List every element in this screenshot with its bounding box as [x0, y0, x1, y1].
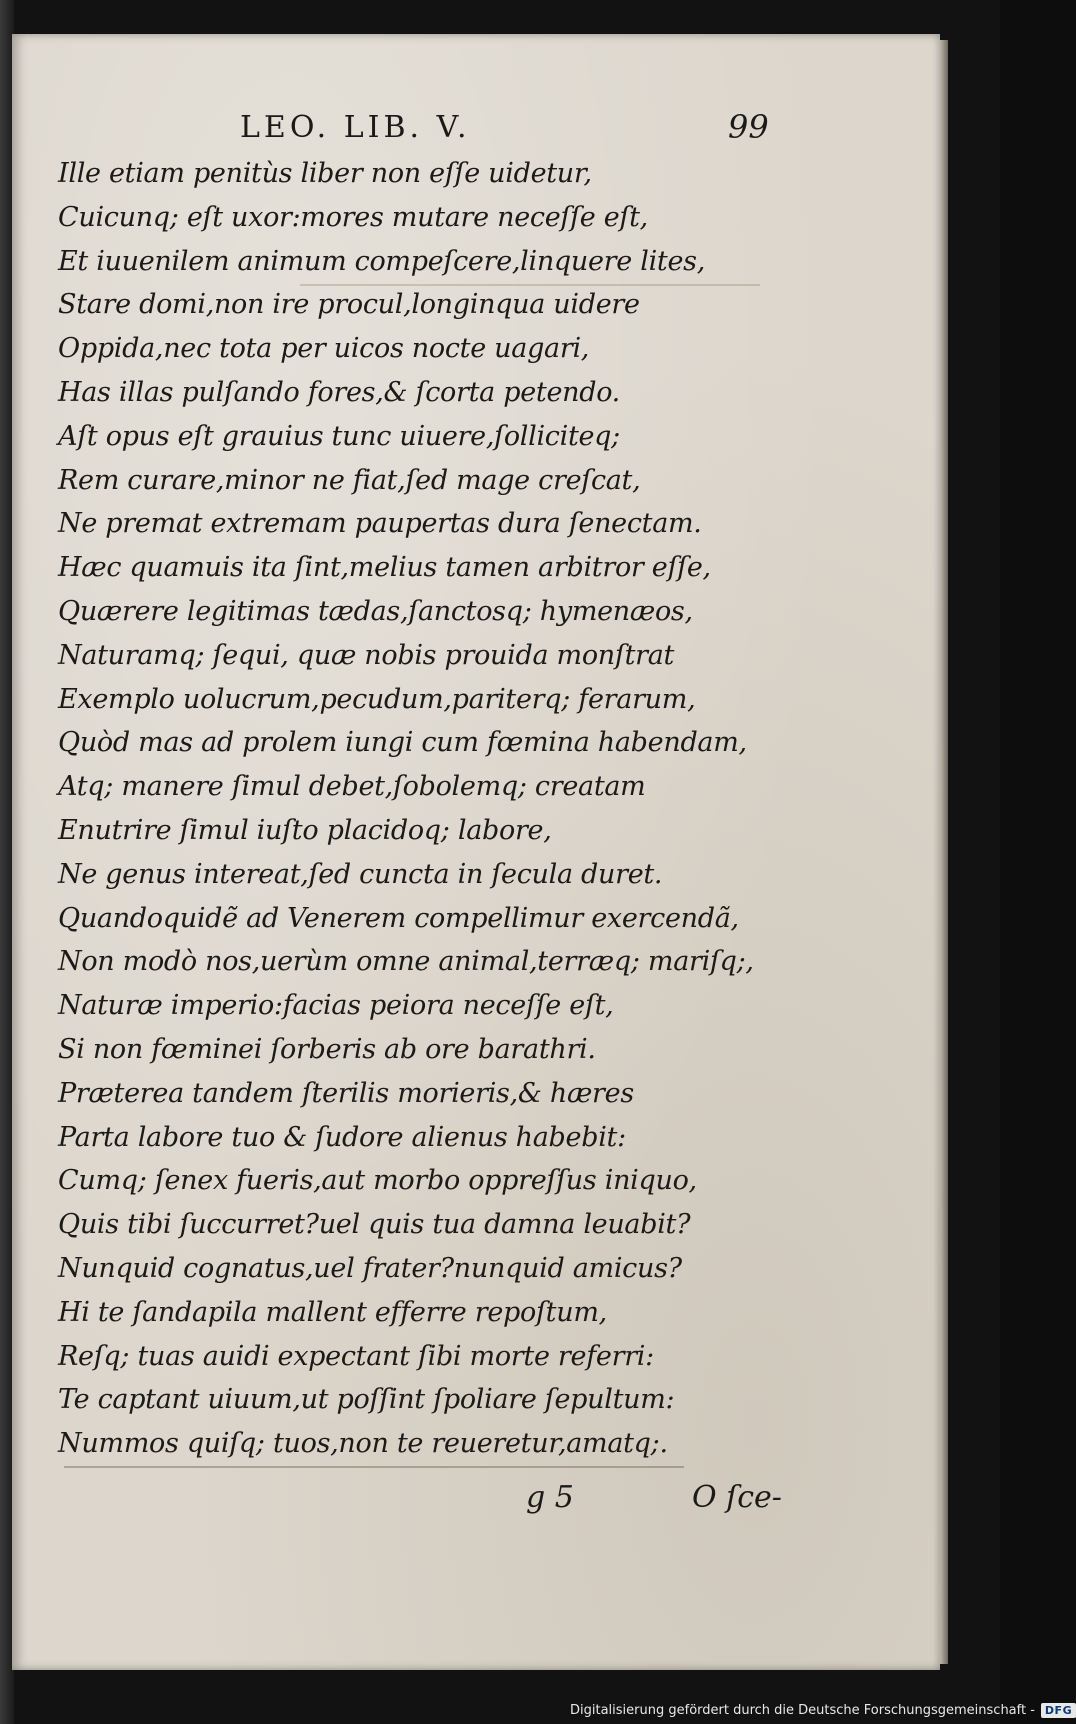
digitization-credit	[570, 1700, 1076, 1720]
verse-line: Oppida,nec tota per uicos nocte uagari,	[58, 333, 590, 365]
verse-line: Exemplo uolucrum,pecudum,pariterq; ferarum,	[58, 683, 696, 715]
verse-line: Quòd mas ad prolem iungi cum fœmina habendam,	[58, 727, 747, 759]
verse-line: Hi te ſandapila mallent efferre repoſtum,	[58, 1296, 607, 1328]
catchword: O ſce-	[692, 1480, 782, 1515]
verse-line: Naturamq; ſequi, quæ nobis prouida monſtrat	[58, 639, 675, 671]
verse-line: Nunquid cognatus,uel frater?nunquid amicus?	[58, 1252, 682, 1284]
page-number: 99	[728, 108, 769, 146]
verse-line: Si non fœminei ſorberis ab ore barathri.	[58, 1033, 596, 1065]
ink-underline-mark	[64, 1466, 684, 1468]
verse-line: Ne genus intereat,ſed cuncta in ſecula duret.	[58, 858, 663, 890]
verse-line: Cumq; ſenex fueris,aut morbo oppreſſus iniquo,	[58, 1165, 697, 1197]
verse-line: Præterea tandem ſterilis morieris,& hæres	[58, 1077, 634, 1109]
verse-line: Has illas pulſando fores,& ſcorta petendo.	[58, 376, 620, 408]
verse-line: Reſq; tuas auidi expectant ſibi morte referri:	[58, 1340, 654, 1372]
verse-line: Hæc quamuis ita ſint,melius tamen arbitror eſſe,	[58, 552, 711, 584]
verse-line: Non modò nos,uerùm omne animal,terræq; mariſq;,	[58, 946, 754, 978]
verse-line: Quandoquidẽ ad Venerem compellimur exercendã,	[58, 902, 739, 934]
verse-line: Enutrire ſimul iuſto placidoq; labore,	[58, 814, 552, 846]
verse-line: Parta labore tuo & ſudore alienus habebit:	[58, 1121, 626, 1153]
verse-line: Aſt opus eſt grauius tunc uiuere,ſolliciteq;	[58, 420, 620, 452]
verse-line: Ne premat extremam paupertas dura ſenectam.	[58, 508, 702, 540]
running-head: LEO. LIB. V.	[240, 110, 471, 145]
verse-line: Quis tibi ſuccurret?uel quis tua damna leuabit?	[58, 1209, 691, 1241]
verse-line: Stare domi,non ire procul,longinqua uidere	[58, 289, 640, 321]
page-edge-shadow	[940, 40, 948, 1664]
verse-line: Naturæ imperio:facias peiora neceſſe eſt,	[58, 990, 614, 1022]
credit-text: Digitalisierung gefördert durch die Deutsche Forschungsgemeinschaft -	[570, 1702, 1035, 1718]
verse-line: Et iuuenilem animum compeſcere,linquere lites,	[58, 245, 705, 277]
verse-line: Ille etiam penitùs liber non eſſe uidetur,	[58, 158, 592, 189]
signature-mark: g 5	[526, 1480, 574, 1515]
verse-line: Te captant uiuum,ut poſſint ſpoliare ſepultum:	[58, 1384, 675, 1416]
dfg-logo-icon: DFG	[1041, 1703, 1076, 1718]
verse-block	[58, 152, 818, 1466]
verse-line: Nummos quiſq; tuos,non te reueretur,amatq;.	[58, 1428, 668, 1460]
verse-line: Cuicunq; eſt uxor:mores mutare neceſſe eſt,	[58, 201, 648, 233]
verse-line: Quærere legitimas tædas,ſanctosq; hymenæos,	[58, 595, 693, 627]
verse-line: Rem curare,minor ne fiat,ſed mage creſcat,	[58, 464, 641, 496]
verse-line: Atq; manere ſimul debet,ſobolemq; creatam	[58, 771, 646, 803]
